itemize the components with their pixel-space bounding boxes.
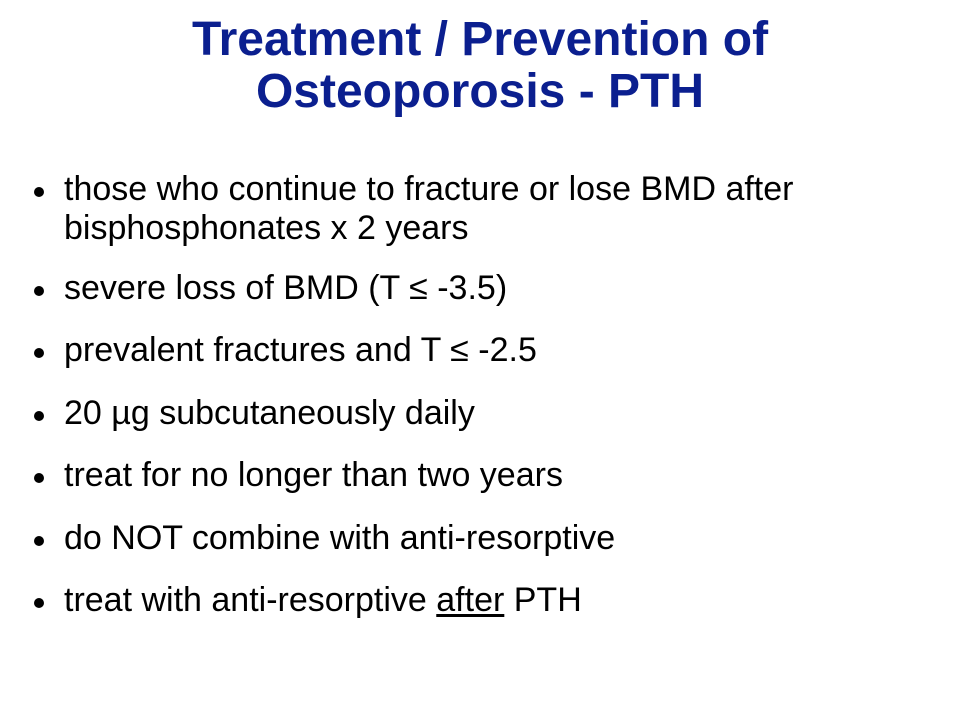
bullet-list [32, 170, 932, 644]
bullet-text: do NOT combine with anti-resorptive [64, 518, 616, 557]
bullet-dot-icon [34, 187, 44, 197]
bullet-text-after: PTH [504, 581, 582, 620]
slide-title [40, 14, 920, 118]
bullet-dot-icon [34, 411, 44, 421]
bullet-item [32, 269, 932, 308]
bullet-dot-icon [34, 348, 44, 358]
bullet-item [32, 519, 932, 558]
bullet-text: severe loss of BMD (T ≤ -3.5) [64, 268, 508, 307]
bullet-dot-icon [34, 536, 44, 546]
bullet-item [32, 331, 932, 370]
bullet-dot-icon [34, 286, 44, 296]
bullet-dot-icon [34, 598, 44, 608]
bullet-item [32, 581, 932, 620]
bullet-text: those who continue to fracture or lose BMD after bisphosphonates x 2 years [64, 170, 794, 248]
bullet-item [32, 456, 932, 495]
bullet-item [32, 170, 932, 249]
bullet-item [32, 394, 932, 433]
bullet-text: treat for no longer than two years [64, 456, 563, 495]
slide-title-line-1: Treatment / Prevention of [191, 13, 769, 66]
bullet-text-before: treat with anti-resorptive [64, 581, 437, 620]
bullet-dot-icon [34, 473, 44, 483]
slide-title-line-2: Osteoporosis - PTH [255, 64, 705, 118]
bullet-text-underlined: after [436, 581, 505, 620]
bullet-text: 20 µg subcutaneously daily [64, 393, 475, 432]
bullet-text: prevalent fractures and T ≤ -2.5 [64, 331, 537, 370]
